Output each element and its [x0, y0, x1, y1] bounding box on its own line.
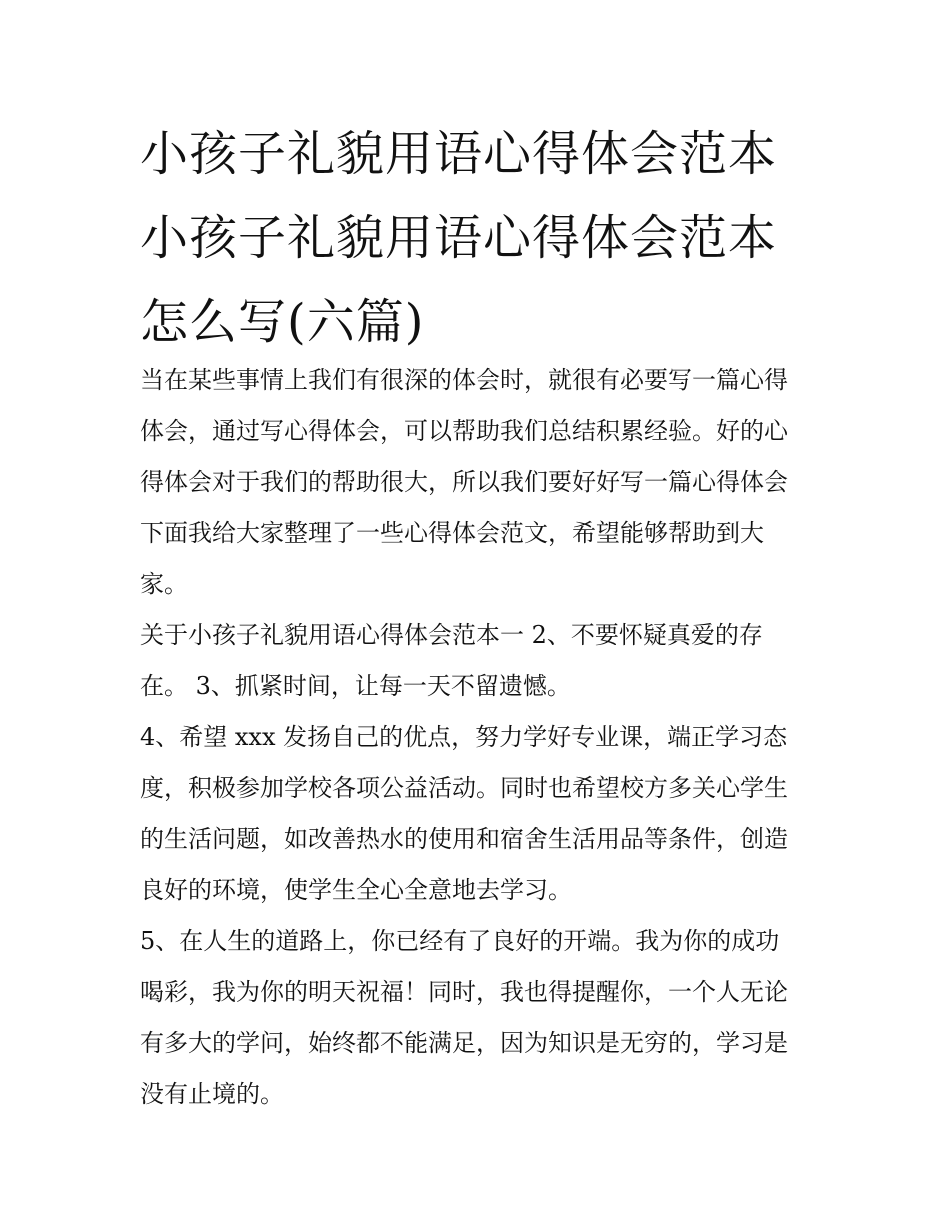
- body-line: 4、希望 xxx 发扬自己的优点，努力学好专业课，端正学习态: [140, 723, 788, 751]
- body-line: 度，积极参加学校各项公益活动。同时也希望校方多关心学生: [140, 774, 788, 802]
- title-line: 小孩子礼貌用语心得体会范本: [140, 126, 778, 182]
- title-line: 怎么写(六篇): [140, 294, 425, 350]
- body-line: 有多大的学问，始终都不能满足，因为知识是无穷的，学习是: [140, 1029, 788, 1057]
- document-title: [140, 112, 820, 364]
- body-line: 体会，通过写心得体会，可以帮助我们总结积累经验。好的心: [140, 417, 788, 445]
- body-line: 没有止境的。: [140, 1080, 284, 1108]
- document-body: [140, 355, 820, 1120]
- body-line: 良好的环境，使学生全心全意地去学习。: [140, 876, 572, 904]
- body-line: 当在某些事情上我们有很深的体会时，就很有必要写一篇心得: [140, 366, 788, 394]
- body-line: 在。 3、抓紧时间，让每一天不留遗憾。: [140, 672, 571, 700]
- body-line: 下面我给大家整理了一些心得体会范文，希望能够帮助到大: [140, 519, 764, 547]
- body-line: 关于小孩子礼貌用语心得体会范本一 2、不要怀疑真爱的存: [140, 621, 763, 649]
- title-line: 小孩子礼貌用语心得体会范本: [140, 210, 778, 266]
- body-line: 的生活问题，如改善热水的使用和宿舍生活用品等条件，创造: [140, 825, 788, 853]
- body-line: 家。: [140, 570, 188, 598]
- body-line: 喝彩，我为你的明天祝福！同时，我也得提醒你，一个人无论: [140, 978, 788, 1006]
- body-line: 5、在人生的道路上，你已经有了良好的开端。我为你的成功: [140, 927, 780, 955]
- body-line: 得体会对于我们的帮助很大，所以我们要好好写一篇心得体会: [140, 468, 788, 496]
